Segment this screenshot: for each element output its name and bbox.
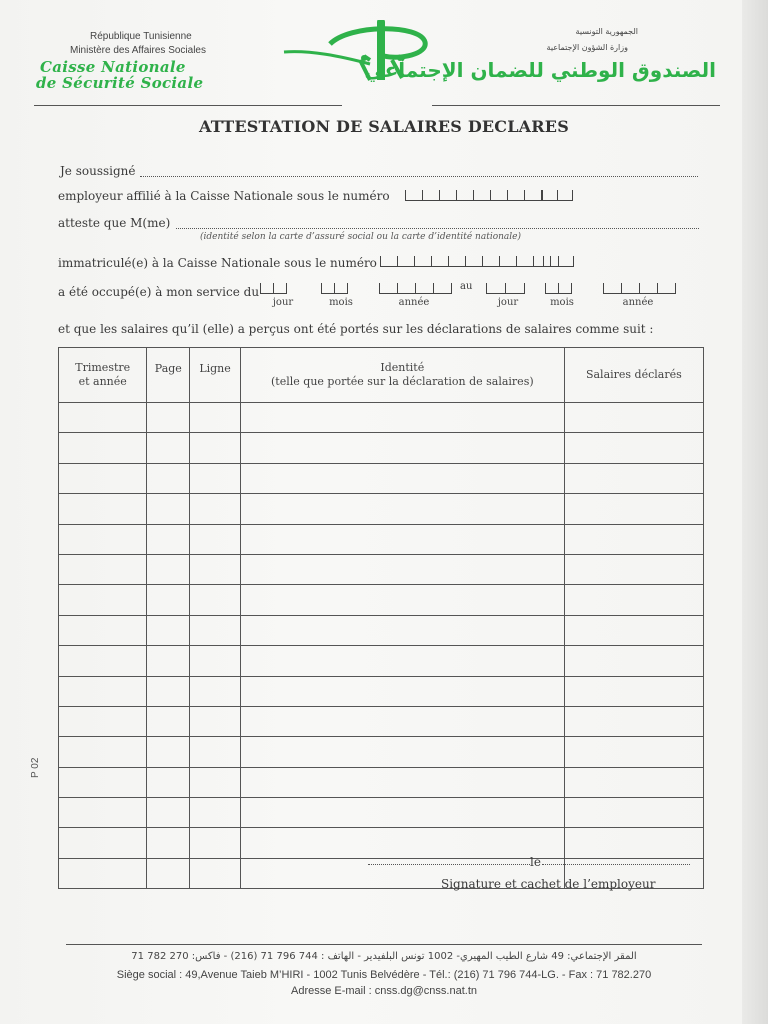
footer-address-fr: Siège social : 49,Avenue Taieb M’HIRI - 1002 Tunis Belvédère - Tél.: (216) 71 796 744-LG. - Fax : 71 782.270	[116, 969, 652, 981]
cell-identite[interactable]	[240, 494, 564, 524]
cell-trimestre[interactable]	[59, 798, 147, 828]
label-occupe-du: a été occupé(e) à mon service du	[58, 285, 260, 299]
cell-ligne[interactable]	[190, 646, 241, 676]
table-row	[59, 524, 704, 554]
table-row	[59, 615, 704, 645]
to-month-boxes[interactable]	[545, 283, 572, 293]
cell-trimestre[interactable]	[59, 858, 147, 888]
table-row	[59, 767, 704, 797]
cell-identite[interactable]	[240, 706, 564, 736]
cell-identite[interactable]	[240, 463, 564, 493]
cell-salaire[interactable]	[564, 494, 703, 524]
cell-salaire[interactable]	[564, 554, 703, 584]
cell-page[interactable]	[147, 494, 190, 524]
salary-table	[58, 347, 704, 889]
col-trimestre-line2: et année	[78, 375, 127, 388]
cell-ligne[interactable]	[190, 433, 241, 463]
table-row	[59, 828, 704, 858]
col-page: Page	[147, 348, 190, 403]
cell-trimestre[interactable]	[59, 524, 147, 554]
cell-identite[interactable]	[240, 554, 564, 584]
cell-identite[interactable]	[240, 798, 564, 828]
table-row	[59, 646, 704, 676]
footer-rule	[66, 944, 702, 945]
cell-page[interactable]	[147, 858, 190, 888]
cell-page[interactable]	[147, 554, 190, 584]
field-employer-name[interactable]	[140, 176, 698, 177]
col-trimestre	[59, 348, 147, 403]
ministry-ar: وزارة الشؤون الإجتماعية	[546, 43, 628, 52]
label-employer-number: employeur affilié à la Caisse Nationale sous le numéro	[58, 189, 390, 203]
cell-identite[interactable]	[240, 767, 564, 797]
cell-ligne[interactable]	[190, 767, 241, 797]
col-salaires: Salaires déclarés	[564, 348, 703, 403]
cell-trimestre[interactable]	[59, 767, 147, 797]
cell-ligne[interactable]	[190, 737, 241, 767]
cell-page[interactable]	[147, 585, 190, 615]
cell-salaire[interactable]	[564, 433, 703, 463]
cell-page[interactable]	[147, 463, 190, 493]
table-row	[59, 554, 704, 584]
footer-address-ar: المقر الإجتماعي: 49 شارع الطيب المهيري- 1002 تونس البلفيدير - الهاتف : 744 796 71 (216) - فاكس: 270 782 71	[131, 951, 637, 962]
republic-fr: République Tunisienne	[90, 31, 192, 42]
to-day-boxes[interactable]	[486, 283, 525, 293]
cell-ligne[interactable]	[190, 585, 241, 615]
cell-page[interactable]	[147, 767, 190, 797]
table-row	[59, 433, 704, 463]
employer-number-boxes[interactable]	[405, 190, 542, 200]
cell-ligne[interactable]	[190, 403, 241, 433]
header-rule-right	[432, 105, 720, 106]
cell-salaire[interactable]	[564, 646, 703, 676]
col-identite-line2: (telle que portée sur la déclaration de salaires)	[271, 375, 534, 388]
cell-ligne[interactable]	[190, 615, 241, 645]
employer-key-boxes[interactable]	[542, 190, 573, 200]
table-header-row	[59, 348, 704, 403]
cell-salaire[interactable]	[564, 585, 703, 615]
table-row	[59, 585, 704, 615]
from-day-boxes[interactable]	[260, 283, 287, 293]
table-row	[59, 494, 704, 524]
cell-identite[interactable]	[240, 646, 564, 676]
cell-identite[interactable]	[240, 433, 564, 463]
signature-label: Signature et cachet de l’employeur	[441, 877, 656, 891]
cell-ligne[interactable]	[190, 798, 241, 828]
table-row	[59, 403, 704, 433]
cell-salaire[interactable]	[564, 403, 703, 433]
cell-ligne[interactable]	[190, 524, 241, 554]
cell-ligne[interactable]	[190, 463, 241, 493]
cell-page[interactable]	[147, 646, 190, 676]
label-le: le	[530, 855, 541, 869]
cell-salaire[interactable]	[564, 737, 703, 767]
label-from-year: année	[398, 297, 430, 308]
cell-identite[interactable]	[240, 828, 564, 858]
table-row	[59, 706, 704, 736]
cell-page[interactable]	[147, 403, 190, 433]
cell-trimestre[interactable]	[59, 494, 147, 524]
from-month-boxes[interactable]	[321, 283, 348, 293]
label-atteste-que: atteste que M(me)	[58, 216, 171, 230]
field-employee-name[interactable]	[176, 228, 699, 229]
cell-page[interactable]	[147, 706, 190, 736]
table-row	[59, 798, 704, 828]
cell-ligne[interactable]	[190, 494, 241, 524]
cell-identite[interactable]	[240, 615, 564, 645]
ministry-fr: Ministère des Affaires Sociales	[70, 45, 206, 56]
cell-identite[interactable]	[240, 585, 564, 615]
label-immatricule: immatriculé(e) à la Caisse Nationale sous le numéro	[58, 256, 377, 270]
field-date[interactable]	[542, 864, 690, 865]
cell-page[interactable]	[147, 615, 190, 645]
to-year-boxes[interactable]	[603, 283, 676, 293]
cell-salaire[interactable]	[564, 463, 703, 493]
header-rule-left	[34, 105, 342, 106]
cell-identite[interactable]	[240, 676, 564, 706]
label-to-month: mois	[550, 297, 574, 308]
cell-trimestre[interactable]	[59, 706, 147, 736]
org-name-fr-line1: Caisse Nationale	[40, 58, 186, 76]
republic-ar: الجمهورية التونسية	[575, 27, 638, 36]
footer-email: Adresse E-mail : cnss.dg@cnss.nat.tn	[290, 985, 478, 997]
org-name-fr-line2: de Sécurité Sociale	[36, 74, 204, 92]
cell-ligne[interactable]	[190, 676, 241, 706]
cell-trimestre[interactable]	[59, 585, 147, 615]
label-au: au	[460, 281, 473, 292]
cell-ligne[interactable]	[190, 858, 241, 888]
cell-salaire[interactable]	[564, 767, 703, 797]
cell-trimestre[interactable]	[59, 676, 147, 706]
employee-number-boxes[interactable]	[380, 256, 551, 266]
cell-identite[interactable]	[240, 737, 564, 767]
cell-trimestre[interactable]	[59, 463, 147, 493]
col-ligne: Ligne	[190, 348, 241, 403]
cell-page[interactable]	[147, 524, 190, 554]
table-row	[59, 463, 704, 493]
cell-trimestre[interactable]	[59, 403, 147, 433]
page-title: ATTESTATION DE SALAIRES DECLARES	[199, 117, 569, 136]
table-body	[59, 403, 704, 889]
cell-salaire[interactable]	[564, 828, 703, 858]
cell-page[interactable]	[147, 828, 190, 858]
cell-page[interactable]	[147, 676, 190, 706]
col-identite-line1: Identité	[380, 361, 425, 374]
cell-trimestre[interactable]	[59, 615, 147, 645]
cell-trimestre[interactable]	[59, 433, 147, 463]
cell-page[interactable]	[147, 798, 190, 828]
cell-page[interactable]	[147, 433, 190, 463]
cell-ligne[interactable]	[190, 706, 241, 736]
col-identite	[240, 348, 564, 403]
cell-ligne[interactable]	[190, 554, 241, 584]
label-to-year: année	[622, 297, 654, 308]
table-row	[59, 676, 704, 706]
form-code: P 02	[30, 757, 41, 778]
identity-note: (identité selon la carte d’assuré social ou la carte d’identité nationale)	[200, 232, 521, 242]
cell-salaire[interactable]	[564, 676, 703, 706]
cell-trimestre[interactable]	[59, 828, 147, 858]
cell-trimestre[interactable]	[59, 646, 147, 676]
cell-salaire[interactable]	[564, 615, 703, 645]
label-to-day: jour	[497, 297, 519, 308]
label-salaries-intro: et que les salaires qu’il (elle) a perçus ont été portés sur les déclarations de salaires comme suit :	[58, 322, 654, 336]
cell-salaire[interactable]	[564, 798, 703, 828]
cell-trimestre[interactable]	[59, 737, 147, 767]
cell-trimestre[interactable]	[59, 554, 147, 584]
paper-edge	[742, 0, 768, 1024]
cell-ligne[interactable]	[190, 828, 241, 858]
label-from-month: mois	[329, 297, 353, 308]
field-place[interactable]	[368, 864, 530, 865]
label-from-day: jour	[272, 297, 294, 308]
table-row	[59, 737, 704, 767]
label-je-soussigne: Je soussigné	[60, 164, 136, 178]
employee-key-boxes[interactable]	[543, 256, 574, 266]
cell-page[interactable]	[147, 737, 190, 767]
col-trimestre-line1: Trimestre	[75, 361, 131, 374]
org-name-ar: الصندوق الوطني للضمان الإجتماعي	[364, 58, 716, 82]
cell-salaire[interactable]	[564, 706, 703, 736]
cell-identite[interactable]	[240, 403, 564, 433]
cell-salaire[interactable]	[564, 524, 703, 554]
from-year-boxes[interactable]	[379, 283, 452, 293]
cell-identite[interactable]	[240, 524, 564, 554]
